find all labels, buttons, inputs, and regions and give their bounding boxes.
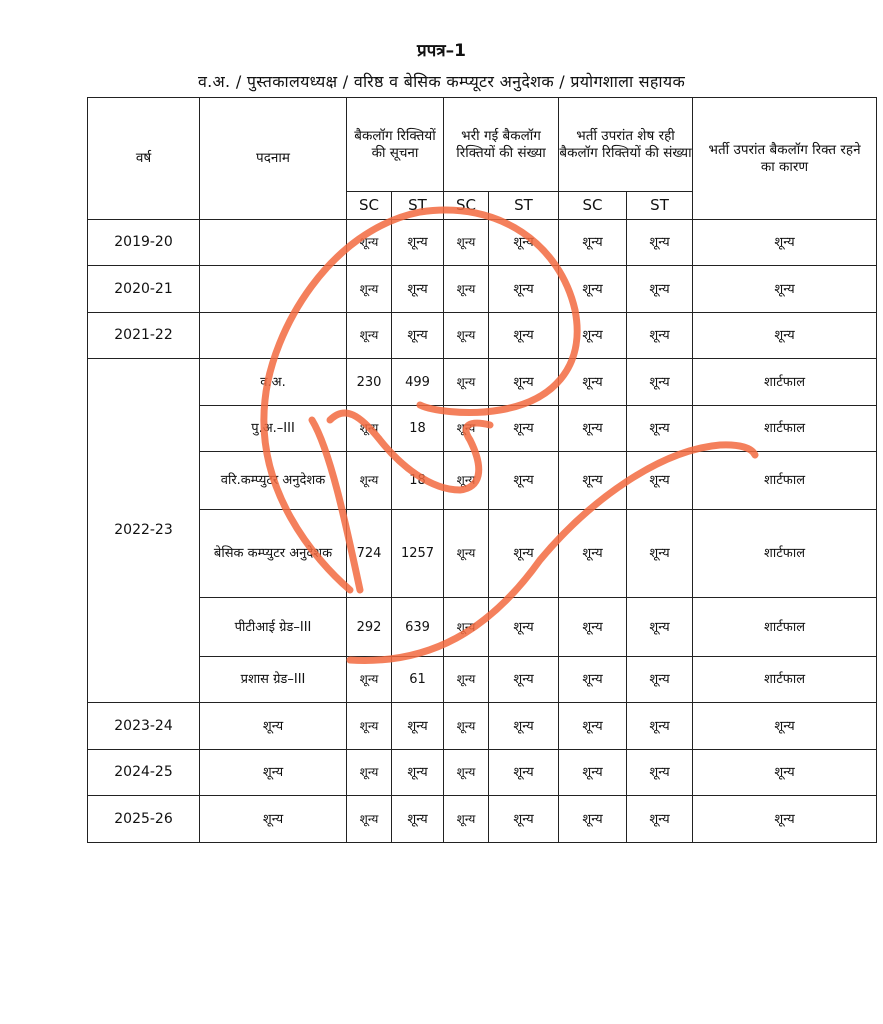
filled-sc-cell: शून्य [444, 657, 489, 703]
remaining-st-cell: शून्य [627, 313, 693, 359]
remaining-sc-cell: शून्य [559, 359, 627, 406]
filled-st-cell: शून्य [489, 313, 559, 359]
remaining-st-cell: शून्य [627, 266, 693, 313]
header-remaining: भर्ती उपरांत शेष रही बैकलॉग रिक्तियों की संख्या [559, 98, 693, 192]
remaining-sc-cell: शून्य [559, 452, 627, 510]
remaining-sc-cell: शून्य [559, 510, 627, 598]
year-cell: 2019-20 [88, 220, 200, 266]
document-title: प्रपत्र–1 [416, 41, 467, 61]
backlog-sc-cell: शून्य [347, 220, 392, 266]
backlog-st-cell: 61 [392, 657, 444, 703]
table-row [88, 750, 877, 796]
backlog-sc-cell: 292 [347, 598, 392, 657]
filled-st-cell: शून्य [489, 406, 559, 452]
post-cell [200, 266, 347, 313]
backlog-st-cell: शून्य [392, 796, 444, 843]
backlog-sc-cell: शून्य [347, 750, 392, 796]
table-row [88, 220, 877, 266]
reason-cell: शून्य [693, 796, 877, 843]
remaining-sc-cell: शून्य [559, 657, 627, 703]
filled-st-cell: शून्य [489, 510, 559, 598]
year-cell: 2021-22 [88, 313, 200, 359]
year-cell: 2020-21 [88, 266, 200, 313]
post-cell [200, 220, 347, 266]
filled-sc-cell: शून्य [444, 703, 489, 750]
reason-cell: शून्य [693, 266, 877, 313]
backlog-sc-cell: शून्य [347, 452, 392, 510]
backlog-st-cell: शून्य [392, 220, 444, 266]
header-st: ST [489, 192, 559, 220]
filled-sc-cell: शून्य [444, 452, 489, 510]
backlog-sc-cell: शून्य [347, 796, 392, 843]
header-sc: SC [444, 192, 489, 220]
filled-sc-cell: शून्य [444, 406, 489, 452]
remaining-sc-cell: शून्य [559, 750, 627, 796]
remaining-st-cell: शून्य [627, 657, 693, 703]
post-cell: शून्य [200, 703, 347, 750]
backlog-st-cell: शून्य [392, 750, 444, 796]
table-row [88, 359, 877, 406]
reason-cell: शार्टफाल [693, 598, 877, 657]
post-cell: बेसिक कम्प्युटर अनुदेशक [200, 510, 347, 598]
filled-sc-cell: शून्य [444, 266, 489, 313]
post-cell: पु.अ.–III [200, 406, 347, 452]
remaining-st-cell: शून्य [627, 750, 693, 796]
reason-cell: शार्टफाल [693, 510, 877, 598]
post-cell: पीटीआई ग्रेड–III [200, 598, 347, 657]
reason-cell: शार्टफाल [693, 657, 877, 703]
header-st: ST [627, 192, 693, 220]
filled-sc-cell: शून्य [444, 313, 489, 359]
remaining-sc-cell: शून्य [559, 266, 627, 313]
table-row [88, 657, 877, 703]
table-row [88, 598, 877, 657]
backlog-st-cell: शून्य [392, 703, 444, 750]
reason-cell: शून्य [693, 750, 877, 796]
table-row [88, 406, 877, 452]
reason-cell: शार्टफाल [693, 452, 877, 510]
remaining-sc-cell: शून्य [559, 796, 627, 843]
header-filled: भरी गई बैकलॉग रिक्तियों की संख्या [444, 98, 559, 192]
post-cell [200, 313, 347, 359]
remaining-st-cell: शून्य [627, 359, 693, 406]
table-row [88, 703, 877, 750]
backlog-sc-cell: शून्य [347, 313, 392, 359]
remaining-sc-cell: शून्य [559, 598, 627, 657]
post-cell: व.अ. [200, 359, 347, 406]
filled-st-cell: शून्य [489, 359, 559, 406]
post-cell: प्रशास ग्रेड–III [200, 657, 347, 703]
remaining-sc-cell: शून्य [559, 220, 627, 266]
remaining-st-cell: शून्य [627, 598, 693, 657]
reason-cell: शून्य [693, 703, 877, 750]
remaining-st-cell: शून्य [627, 796, 693, 843]
post-cell: शून्य [200, 750, 347, 796]
filled-sc-cell: शून्य [444, 220, 489, 266]
filled-st-cell: शून्य [489, 796, 559, 843]
remaining-st-cell: शून्य [627, 220, 693, 266]
filled-st-cell: शून्य [489, 657, 559, 703]
table-row [88, 452, 877, 510]
backlog-st-cell: 1257 [392, 510, 444, 598]
header-post: पदनाम [200, 98, 347, 220]
filled-st-cell: शून्य [489, 452, 559, 510]
table-row [88, 510, 877, 598]
post-cell: शून्य [200, 796, 347, 843]
backlog-st-cell: शून्य [392, 266, 444, 313]
backlog-sc-cell: शून्य [347, 657, 392, 703]
header-year: वर्ष [88, 98, 200, 220]
filled-st-cell: शून्य [489, 598, 559, 657]
backlog-sc-cell: शून्य [347, 703, 392, 750]
header-st: ST [392, 192, 444, 220]
header-backlog-info: बैकलॉग रिक्तियों की सूचना [347, 98, 444, 192]
backlog-st-cell: शून्य [392, 313, 444, 359]
backlog-sc-cell: शून्य [347, 266, 392, 313]
reason-cell: शून्य [693, 313, 877, 359]
document-subtitle: व.अ. / पुस्तकालयध्यक्ष / वरिष्ठ व बेसिक कम्प्यूटर अनुदेशक / प्रयोगशाला सहायक [197, 72, 686, 91]
backlog-st-cell: 639 [392, 598, 444, 657]
header-sc: SC [559, 192, 627, 220]
remaining-sc-cell: शून्य [559, 313, 627, 359]
backlog-table [87, 97, 877, 843]
remaining-st-cell: शून्य [627, 452, 693, 510]
backlog-sc-cell: 724 [347, 510, 392, 598]
year-cell: 2025-26 [88, 796, 200, 843]
filled-sc-cell: शून्य [444, 598, 489, 657]
year-cell: 2024-25 [88, 750, 200, 796]
backlog-sc-cell: 230 [347, 359, 392, 406]
filled-sc-cell: शून्य [444, 359, 489, 406]
remaining-sc-cell: शून्य [559, 406, 627, 452]
post-cell: वरि.कम्प्युटर अनुदेशक [200, 452, 347, 510]
filled-st-cell: शून्य [489, 220, 559, 266]
remaining-st-cell: शून्य [627, 406, 693, 452]
table-row [88, 313, 877, 359]
remaining-st-cell: शून्य [627, 510, 693, 598]
filled-st-cell: शून्य [489, 266, 559, 313]
remaining-sc-cell: शून्य [559, 703, 627, 750]
backlog-st-cell: 499 [392, 359, 444, 406]
filled-sc-cell: शून्य [444, 510, 489, 598]
filled-sc-cell: शून्य [444, 796, 489, 843]
header-reason: भर्ती उपरांत बैकलॉग रिक्त रहने का कारण [693, 98, 877, 220]
reason-cell: शून्य [693, 220, 877, 266]
filled-sc-cell: शून्य [444, 750, 489, 796]
backlog-sc-cell: शून्य [347, 406, 392, 452]
reason-cell: शार्टफाल [693, 359, 877, 406]
table-row [88, 266, 877, 313]
backlog-st-cell: 18 [392, 406, 444, 452]
year-cell: 2022-23 [88, 359, 200, 703]
remaining-st-cell: शून्य [627, 703, 693, 750]
backlog-st-cell: 18 [392, 452, 444, 510]
reason-cell: शार्टफाल [693, 406, 877, 452]
year-cell: 2023-24 [88, 703, 200, 750]
table-row [88, 796, 877, 843]
header-sc: SC [347, 192, 392, 220]
filled-st-cell: शून्य [489, 703, 559, 750]
filled-st-cell: शून्य [489, 750, 559, 796]
